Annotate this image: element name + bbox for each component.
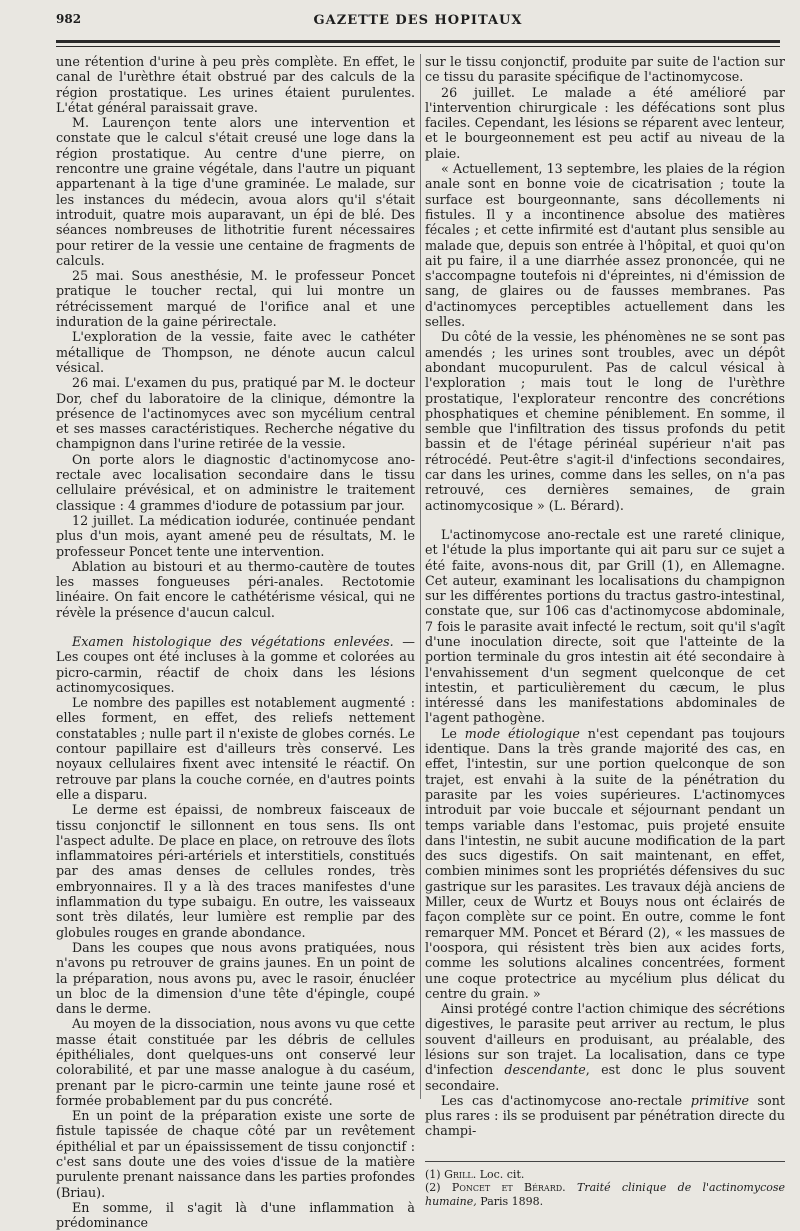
paragraph: Ablation au bistouri et au thermo-cautère de toutes les masses fongueuses péri-anales. Rectotomie linéaire. On fait encore le cathétérisme vésical, qui ne révèle la présence d'aucun calcul. <box>56 558 415 620</box>
footnote-author: Poncet et Bérard. <box>451 1181 566 1195</box>
paragraph: sur le tissu conjonctif, produite par suite de l'action sur ce tissu du parasite spécifique de l'actinomycose. <box>425 54 785 85</box>
italic-term: mode étiologique <box>464 725 580 741</box>
footnote-2 <box>425 1181 785 1208</box>
paragraph: M. Laurençon tente alors une intervention et constate que le calcul s'était creusé une loge dans la région prostatique. Au centre d'une pierre, on rencontre une graine végétale, dans l'autre un piquant appartenant à la tige d'une graminée. Le malade, sur les instances du médecin, avoua alors qu'il s'était introduit, quatre mois auparavant, un épi de blé. Des séances nombreuses de lithotritie furent nécessaires pour retirer de la vessie une centaine de fragments de calculs. <box>56 115 415 268</box>
paragraph: En un point de la préparation existe une sorte de fistule tapissée de chaque côté par un revêtement épithélial et par un épaississement de tissu conjonctif : c'est sans doute une des voies d'issue de la matière purulente prenant naissance dans les parties profondes (Briau). <box>56 1108 415 1200</box>
paragraph: 26 juillet. Le malade a été amélioré par l'intervention chirurgicale : les défécations sont plus faciles. Cependant, les lésions se réparent avec lenteur, et le bourgeonnement est peu actif au niveau de la plaie. <box>425 84 785 161</box>
paragraph: L'exploration de la vessie, faite avec le cathéter métallique de Thompson, ne dénote aucun calcul vésical. <box>56 329 415 375</box>
footnote-1 <box>425 1168 785 1182</box>
page-header <box>56 12 780 34</box>
running-title: GAZETTE DES HOPITAUX <box>313 13 523 28</box>
footnote-title: Traité clinique de l'actinomycose humaine, <box>425 1181 786 1208</box>
paragraph: Au moyen de la dissociation, nous avons vu que cette masse était constituée par les débris de cellules épithéliales, dont quelques-uns ont conservé leur colorabilité, et par une masse analogue à du caséum, prenant par le picro-carmin une teinte jaune rosé et formée probablement par du pus concrété. <box>56 1016 415 1108</box>
paragraph: 25 mai. Sous anesthésie, M. le professeur Poncet pratique le toucher rectal, qui lui montre un rétrécissement marqué de l'orifice anal et une induration de la gaine périrectale. <box>56 268 415 330</box>
paragraph: « Actuellement, 13 septembre, les plaies de la région anale sont en bonne voie de cicatrisation ; toute la surface est bourgeonnante, sans décollements ni fistules. Il y a incontinence absolue des matières fécales ; et cette infirmité est d'autant plus sensible au malade que, depuis son entrée à l'hôpital, et quoi qu'on ait pu faire, il a une diarrhée assez prononcée, qui ne s'accompagne toutefois ni d'épreintes, ni d'émission de sang, de glaires ou de fausses membranes. Pas d'actinomyces perceptibles actuellement dans les selles. <box>425 161 785 330</box>
header-rule-thick <box>56 40 780 43</box>
paragraph: 26 mai. L'examen du pus, pratiqué par M. le docteur Dor, chef du laboratoire de la clinique, démontre la présence de l'actinomyces avec son mycélium central et ses masses caractéristiques. Recherche négative du champignon dans l'urine retirée de la vessie. <box>56 375 415 452</box>
protected-paragraph <box>425 1001 785 1093</box>
paragraph: En somme, il s'agit là d'une inflammation à prédominance <box>56 1199 415 1231</box>
paragraph: Dans les coupes que nous avons pratiquées, nous n'avons pu retrouver de grains jaunes. En un point de la préparation, nous avons pu, avec le rasoir, énucléer un bloc de la dimension d'une tête d'épingle, coupé dans le derme. <box>56 939 415 1017</box>
footnote-text: Loc. cit. <box>479 1167 525 1181</box>
column-divider <box>420 54 421 1099</box>
paragraph: une rétention d'urine à peu près complète. En effet, le canal de l'urèthre était obstrué par des calculs de la région prostatique. Les urines étaient purulentes. L'état général paraissait grave. <box>56 54 415 115</box>
paragraph: On porte alors le diagnostic d'actinomycose ano-rectale avec localisation secondaire dans le tissu cellulaire prévésical, et on administre le traitement classique : 4 grammes d'iodure de potassium par jour. <box>56 451 415 513</box>
primitive-paragraph <box>425 1093 785 1139</box>
paragraph: Du côté de la vessie, les phénomènes ne se sont pas amendés ; les urines sont troubles, avec un dépôt abondant mucopurulent. Pas de calcul vésical à l'exploration ; mais tout le long de l'urèthre prostatique, l'explorateur rencontre des concrétions phosphatiques et chemine péniblement. En somme, il semble que l'infiltration des tissus profonds du petit bassin et de l'étage périnéal supérieur n'ait pas rétrocédé. Peut-être s'agit-il d'infections secondaires, car dans les urines, comme dans les selles, on n'a pas retrouvé, ces dernières semaines, de grain actinomycosique » (L. Bérard). <box>425 329 785 513</box>
exam-text: — Les coupes ont été incluses à la gomme et colorées au picro-carmin, réactif de choix dans les lésions actinomycosiques. <box>56 633 415 695</box>
footnote-text: Paris 1898. <box>480 1194 544 1208</box>
page-number: 982 <box>56 12 82 26</box>
paragraph: L'actinomycose ano-rectale est une rareté clinique, et l'étude la plus importante qui ait paru sur ce sujet a été faite, avons-nous dit, par Grill (1), en Allemagne. Cet auteur, examinant les localisations du champignon sur les différentes portions du tractus gastro-intestinal, constate que, sur 106 cas d'actinomycose abdominale, 7 fois le parasite avait infecté le rectum, soit qu'il s'agît d'une inoculation directe, soit que l'atteinte de la portion terminale du gros intestin ait été secondaire à l'envahissement d'un segment quelconque de cet intestin, et particulièrement du cæcum, le plus intéressé dans les manifestations abdominales de l'agent pathogène. <box>425 526 785 726</box>
footnote-number: (2) <box>425 1181 441 1195</box>
header-rule-thin <box>56 46 780 47</box>
text-run: n'est cependant pas toujours identique. Dans la très grande majorité des cas, en effet, l'intestin, sur une portion quelconque de son trajet, est envahi à la suite de la pénétration du parasite par les voies supérieures. L'actinomyces introduit par voie buccale et séjournant pendant un temps variable dans l'estomac, puis projeté ensuite dans l'intestin, ne subit aucune modification de la part des sucs digestifs. On sait maintenant, en effet, combien minimes sont les propriétés défensives du suc gastrique sur les parasites. Les travaux déjà anciens de Miller, ceux de Wurtz et Bouys nous ont éclairés de façon complète sur ce point. En outre, comme le font remarquer MM. Poncet et Bérard (2), « les massues de l'oospora, qui résistent très bien aux acides forts, comme les solutions alcalines concentrées, forment une coque protectrice au mycélium plus délicat du centre du grain. » <box>425 725 785 1001</box>
text-run: Le <box>441 725 457 741</box>
italic-term: primitive <box>690 1092 749 1108</box>
left-column <box>56 54 415 1231</box>
text-run: sont plus rares : ils se produisent par pénétration directe du champi- <box>425 1092 785 1139</box>
text-run: Ainsi protégé contre l'action chimique des sécrétions digestives, le parasite peut arriver au rectum, le plus souvent d'ailleurs en produisant, au préalable, des lésions sur son trajet. La localisation, dans ce type d'infection <box>425 1001 785 1078</box>
exam-heading: Examen histologique des végétations enlevées. <box>72 633 394 649</box>
exam-paragraph <box>56 634 415 695</box>
text-run: Les cas d'actinomycose ano-rectale <box>441 1092 683 1108</box>
footnote-rule <box>425 1161 785 1162</box>
paragraph: Le nombre des papilles est notablement augmenté : elles forment, en effet, des reliefs nettement constatables ; nulle part il n'existe de globes cornés. Le contour papillaire est d'ailleurs très conservé. Les noyaux cellulaires fixent avec intensité le réactif. On retrouve par plans la couche cornée, en d'autres points elle a disparu. <box>56 695 415 802</box>
footnote-number: (1) <box>425 1167 441 1181</box>
footnotes <box>425 1168 785 1209</box>
footnote-author: Grill. <box>444 1167 477 1181</box>
mode-paragraph <box>425 726 785 1001</box>
italic-term: descendante <box>504 1062 586 1078</box>
right-column <box>425 54 785 1208</box>
paragraph: Le derme est épaissi, de nombreux faisceaux de tissu conjonctif le sillonnent en tous sens. Ils ont l'aspect adulte. De place en place, on retrouve des îlots inflammatoires péri-artériels et interstitiels, constitués par des amas denses de cellules rondes, très embryonnaires. Il y a là des traces manifestes d'une inflammation du type subaigu. En outre, les vaisseaux sont très dilatés, leur lumière est remplie par des globules rouges en grande abondance. <box>56 802 415 940</box>
text-run: , est donc le plus souvent secondaire. <box>425 1062 785 1093</box>
paragraph: 12 juillet. La médication iodurée, continuée pendant plus d'un mois, ayant amené peu de résultats, M. le professeur Poncet tente une intervention. <box>56 512 415 559</box>
